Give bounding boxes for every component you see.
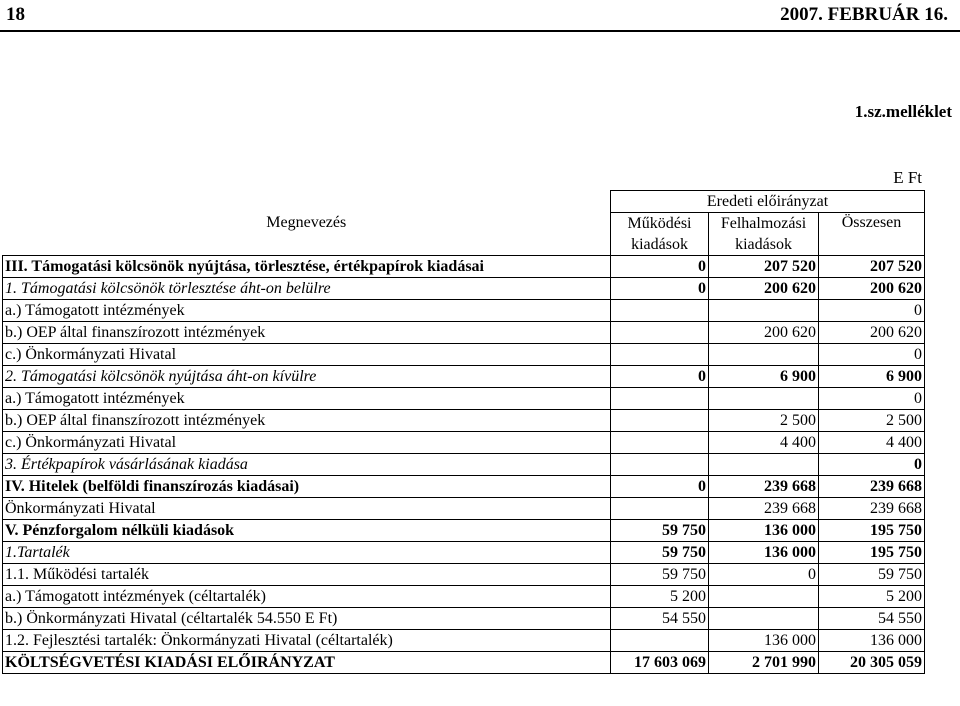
row-name: 1.1. Működési tartalék	[3, 564, 611, 586]
row-mukodesi: 5 200	[611, 586, 709, 608]
row-osszesen: 6 900	[819, 366, 925, 388]
row-osszesen: 54 550	[819, 608, 925, 630]
row-name: Önkormányzati Hivatal	[3, 498, 611, 520]
row-name: c.) Önkormányzati Hivatal	[3, 344, 611, 366]
row-osszesen: 207 520	[819, 256, 925, 278]
table-row	[3, 410, 925, 432]
row-osszesen: 59 750	[819, 564, 925, 586]
row-mukodesi: 0	[611, 366, 709, 388]
row-felhalmozasi: 200 620	[709, 278, 819, 300]
row-felhalmozasi: 136 000	[709, 630, 819, 652]
row-osszesen: 195 750	[819, 520, 925, 542]
table-row	[3, 454, 925, 476]
table-row	[3, 300, 925, 322]
row-osszesen: 200 620	[819, 322, 925, 344]
table-row	[3, 256, 925, 278]
table-row	[3, 432, 925, 454]
column-header-mukodesi: Működési	[611, 213, 709, 235]
row-osszesen: 2 500	[819, 410, 925, 432]
row-mukodesi	[611, 630, 709, 652]
table-row	[3, 476, 925, 498]
table-row	[3, 652, 925, 674]
table-row	[3, 608, 925, 630]
header-rule	[0, 30, 960, 32]
row-osszesen: 0	[819, 300, 925, 322]
table-row	[3, 564, 925, 586]
budget-table	[2, 190, 925, 674]
row-name: KÖLTSÉGVETÉSI KIADÁSI ELŐIRÁNYZAT	[3, 652, 611, 674]
row-felhalmozasi: 0	[709, 564, 819, 586]
table-row	[3, 498, 925, 520]
row-name: c.) Önkormányzati Hivatal	[3, 432, 611, 454]
row-osszesen: 20 305 059	[819, 652, 925, 674]
row-mukodesi: 59 750	[611, 564, 709, 586]
row-mukodesi	[611, 344, 709, 366]
row-mukodesi: 0	[611, 278, 709, 300]
row-name: a.) Támogatott intézmények (céltartalék)	[3, 586, 611, 608]
page-number: 18	[6, 4, 25, 25]
row-mukodesi	[611, 388, 709, 410]
row-name: b.) OEP által finanszírozott intézmények	[3, 410, 611, 432]
row-mukodesi: 17 603 069	[611, 652, 709, 674]
row-mukodesi	[611, 432, 709, 454]
row-felhalmozasi	[709, 344, 819, 366]
row-mukodesi	[611, 300, 709, 322]
row-felhalmozasi: 239 668	[709, 498, 819, 520]
row-felhalmozasi	[709, 454, 819, 476]
row-name: V. Pénzforgalom nélküli kiadások	[3, 520, 611, 542]
column-group-header: Eredeti előirányzat	[611, 191, 925, 213]
row-felhalmozasi: 200 620	[709, 322, 819, 344]
row-osszesen: 200 620	[819, 278, 925, 300]
row-name: a.) Támogatott intézmények	[3, 300, 611, 322]
row-felhalmozasi: 136 000	[709, 520, 819, 542]
row-osszesen: 195 750	[819, 542, 925, 564]
table-row	[3, 542, 925, 564]
row-name: 1.Tartalék	[3, 542, 611, 564]
row-osszesen: 239 668	[819, 498, 925, 520]
row-felhalmozasi: 2 701 990	[709, 652, 819, 674]
table-row	[3, 586, 925, 608]
row-mukodesi	[611, 498, 709, 520]
row-felhalmozasi	[709, 300, 819, 322]
row-mukodesi	[611, 454, 709, 476]
table-row	[3, 344, 925, 366]
table-row	[3, 322, 925, 344]
row-osszesen: 4 400	[819, 432, 925, 454]
table-row	[3, 366, 925, 388]
row-felhalmozasi: 207 520	[709, 256, 819, 278]
row-name: III. Támogatási kölcsönök nyújtása, törlesztése, értékpapírok kiadásai	[3, 256, 611, 278]
column-header-osszesen: Összesen	[819, 213, 925, 256]
row-mukodesi	[611, 322, 709, 344]
table-rows	[3, 256, 925, 674]
table-row	[3, 630, 925, 652]
table-row	[3, 520, 925, 542]
issue-date: 2007. FEBRUÁR 16.	[780, 4, 948, 25]
row-name: 1.2. Fejlesztési tartalék: Önkormányzati Hivatal (céltartalék)	[3, 630, 611, 652]
row-felhalmozasi: 239 668	[709, 476, 819, 498]
column-header-felhalmozasi: Felhalmozási	[709, 213, 819, 235]
row-osszesen: 136 000	[819, 630, 925, 652]
row-felhalmozasi: 4 400	[709, 432, 819, 454]
row-name: 2. Támogatási kölcsönök nyújtása áht-on kívülre	[3, 366, 611, 388]
annex-label: 1.sz.melléklet	[854, 102, 952, 121]
row-name: 1. Támogatási kölcsönök törlesztése áht-on belülre	[3, 278, 611, 300]
row-felhalmozasi	[709, 586, 819, 608]
row-felhalmozasi: 136 000	[709, 542, 819, 564]
column-header-felhalmozasi-line2: kiadások	[709, 234, 819, 256]
row-mukodesi: 0	[611, 476, 709, 498]
row-name: 3. Értékpapírok vásárlásának kiadása	[3, 454, 611, 476]
row-felhalmozasi	[709, 608, 819, 630]
row-mukodesi	[611, 410, 709, 432]
column-header-mukodesi-line2: kiadások	[611, 234, 709, 256]
row-osszesen: 239 668	[819, 476, 925, 498]
row-osszesen: 0	[819, 454, 925, 476]
column-header-name: Megnevezés	[3, 191, 611, 256]
row-mukodesi: 59 750	[611, 520, 709, 542]
row-name: IV. Hitelek (belföldi finanszírozás kiadásai)	[3, 476, 611, 498]
row-mukodesi: 59 750	[611, 542, 709, 564]
row-name: b.) OEP által finanszírozott intézmények	[3, 322, 611, 344]
row-felhalmozasi	[709, 388, 819, 410]
row-osszesen: 0	[819, 388, 925, 410]
row-felhalmozasi: 2 500	[709, 410, 819, 432]
row-felhalmozasi: 6 900	[709, 366, 819, 388]
row-name: b.) Önkormányzati Hivatal (céltartalék 54.550 E Ft)	[3, 608, 611, 630]
table-row	[3, 388, 925, 410]
row-name: a.) Támogatott intézmények	[3, 388, 611, 410]
row-mukodesi: 54 550	[611, 608, 709, 630]
table-row	[3, 278, 925, 300]
row-mukodesi: 0	[611, 256, 709, 278]
unit-label: E Ft	[893, 168, 922, 187]
row-osszesen: 0	[819, 344, 925, 366]
row-osszesen: 5 200	[819, 586, 925, 608]
